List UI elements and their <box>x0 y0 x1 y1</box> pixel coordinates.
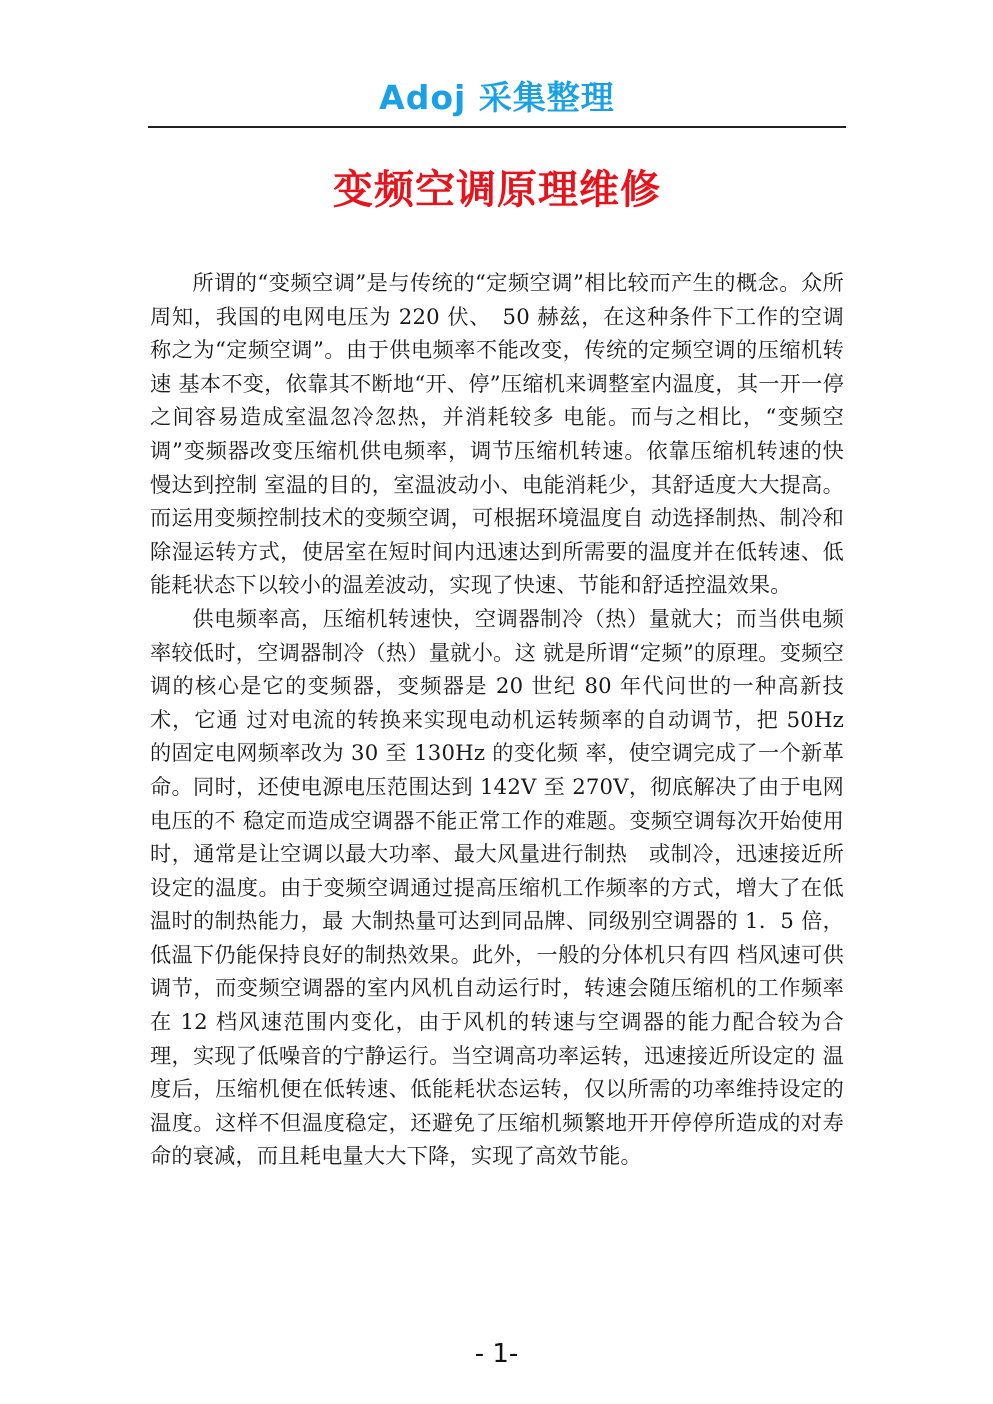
header-divider <box>148 126 846 128</box>
document-title: 变频空调原理维修 <box>333 167 661 213</box>
document-body <box>150 266 844 1173</box>
header-site-name: Adoj 采集整理 <box>379 78 615 117</box>
page-number: - 1- <box>474 1339 519 1369</box>
paragraph-1: 所谓的“变频空调”是与传统的“定频空调”相比较而产生的概念。众所周知，我国的电网电压为 220 伏、 50 赫兹，在这种条件下工作的空调称之为“定频空调”。由于供电频率不能改变，传统的定频空调的压缩机转速 基本不变，依靠其不断地“开、停”压缩机来调整室内温度，其一开一停之间容易造成室温忽冷忽热，并消耗较多 电能。而与之相比，“变频空调”变频器改变压缩机供电频率，调节压缩机转速。依靠压缩机转速的快慢达到控制 室温的目的，室温波动小、电能消耗少，其舒适度大大提高。而运用变频控制技术的变频空调，可根据环境温度自 动选择制热、制冷和除湿运转方式，使居室在短时间内迅速达到所需要的温度并在低转速、低能耗状态下以较小的温差波动，实现了快速、节能和舒适控温效果。 <box>150 270 844 598</box>
page-header <box>148 72 846 128</box>
paragraph-2: 供电频率高，压缩机转速快，空调器制冷（热）量就大；而当供电频率较低时，空调器制冷（热）量就小。这 就是所谓“定频”的原理。变频空调的核心是它的变频器，变频器是 20 世纪 80 年代问世的一种高新技术，它通 过对电流的转换来实现电动机运转频率的自动调节，把 50Hz 的固定电网频率改为 30 至 130Hz 的变化频 率，使空调完成了一个新革命。同时，还使电源电压范围达到 142V 至 270V，彻底解决了由于电网电压的不 稳定而造成空调器不能正常工作的难题。变频空调每次开始使用时，通常是让空调以最大功率、最大风量进行制热 或制冷，迅速接近所设定的温度。由于变频空调通过提高压缩机工作频率的方式，增大了在低温时的制热能力，最 大制热量可达到同品牌、同级别空调器的 1．5 倍，低温下仍能保持良好的制热效果。此外，一般的分体机只有四 档风速可供调节，而变频空调器的室内风机自动运行时，转速会随压缩机的工作频率在 12 档风速范围内变化，由于风机的转速与空调器的能力配合较为合理，实现了低噪音的宁静运行。当空调高功率运转，迅速接近所设定的 温度后，压缩机便在低转速、低能耗状态运转，仅以所需的功率维持设定的温度。这样不但温度稳定，还避免了压缩机频繁地开开停停所造成的对寿命的衰减，而且耗电量大大下降，实现了高效节能。 <box>150 605 844 1169</box>
